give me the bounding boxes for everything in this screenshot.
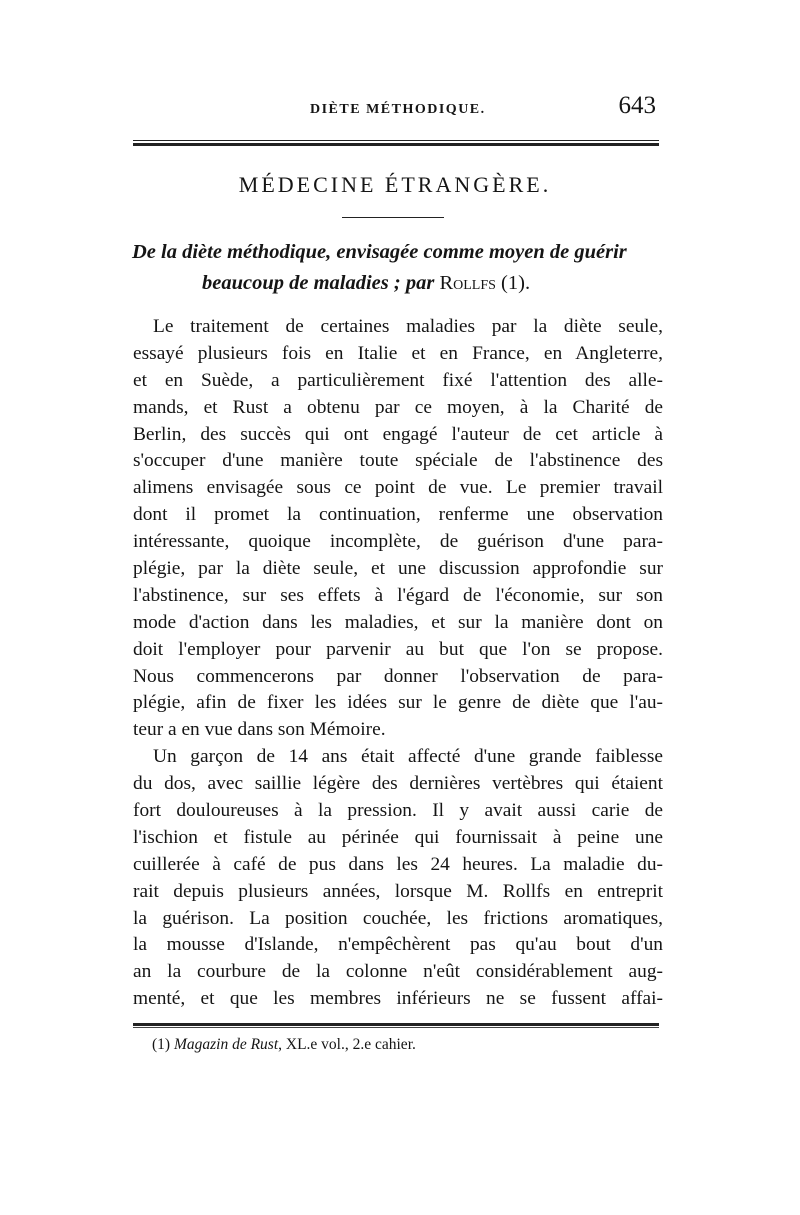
body-line: dont il promet la continuation, renferme une observation — [133, 504, 663, 526]
body-line: l'abstinence, sur ses effets à l'égard de l'économie, sur son — [133, 584, 663, 606]
body-line: et en Suède, a particulièrement fixé l'attention des alle- — [133, 369, 663, 391]
article-title-line-1: De la diète méthodique, envisagée comme moyen de guérir — [132, 241, 627, 263]
title-rule — [342, 217, 444, 218]
body-line: du dos, avec saillie légère des dernières vertèbres qui étaient — [133, 773, 663, 795]
footnote — [152, 1036, 416, 1054]
body-line: mode d'action dans les maladies, et sur la manière dont on — [133, 611, 663, 633]
article-title — [132, 237, 662, 299]
section-title: MÉDECINE ÉTRANGÈRE. — [238, 172, 552, 197]
body-line: fort douloureuses à la pression. Il y avait aussi carie de — [133, 800, 663, 822]
body-line: essayé plusieurs fois en Italie et en France, en Angleterre, — [133, 342, 663, 364]
running-head — [130, 92, 660, 136]
running-title: DIÈTE MÉTHODIQUE. — [310, 102, 486, 117]
body-line: menté, et que les membres inférieurs ne se fussent affai- — [133, 988, 663, 1010]
body-line: mands, et Rust a obtenu par ce moyen, à la Charité de — [133, 396, 663, 418]
body-line: Berlin, des succès qui ont engagé l'auteur de cet article à — [133, 423, 663, 445]
article-author: Rollfs — [439, 272, 496, 294]
body-line: Nous commencerons par donner l'observation de para- — [133, 665, 663, 687]
footnote-marker: (1) — [152, 1036, 171, 1053]
body-line: rait depuis plusieurs années, lorsque M. Rollfs en entreprit — [133, 880, 663, 902]
body-line: alimens envisagée sous ce point de vue. Le premier travail — [133, 477, 663, 499]
footnote-details: , XL.e vol., 2.e cahier. — [278, 1036, 416, 1053]
body-line: Le traitement de certaines maladies par la diète seule, — [153, 316, 663, 337]
footnote-source: Magazin de Rust — [173, 1036, 279, 1053]
body-line: la guérison. La position couchée, les frictions aromatiques, — [133, 907, 663, 929]
body-line: intéressante, quoique incomplète, de guérison d'une para- — [133, 531, 663, 553]
body-line: s'occuper d'une manière toute spéciale de l'abstinence des — [133, 450, 663, 472]
body-line: cuillerée à café de pus dans les 24 heures. La maladie du- — [133, 853, 663, 875]
footnote-reference: (1). — [501, 272, 531, 294]
body-line: l'ischion et fistule au périnée qui fournissait à peine une — [133, 826, 663, 848]
body-line: plégie, afin de fixer les idées sur le genre de diète que l'au- — [133, 692, 663, 714]
body-line: plégie, par la diète seule, et une discussion approfondie sur — [133, 558, 663, 580]
body-line: Un garçon de 14 ans était affecté d'une grande faiblesse — [153, 746, 663, 768]
body-text — [133, 314, 663, 1013]
footnote-rule — [133, 1023, 659, 1028]
header-rule — [133, 140, 659, 146]
page-number: 643 — [618, 92, 656, 119]
body-line: la mousse d'Islande, n'empêchèrent pas qu'au bout d'un — [133, 934, 663, 956]
body-line: doit l'employer pour parvenir au but que l'on se propose. — [133, 638, 663, 660]
body-line: teur a en vue dans son Mémoire. — [133, 719, 386, 741]
body-line: an la courbure de la colonne n'eût considérablement aug- — [133, 961, 663, 983]
article-title-line-2-text: beaucoup de maladies ; par — [202, 272, 435, 294]
article-title-line-2 — [132, 268, 662, 299]
